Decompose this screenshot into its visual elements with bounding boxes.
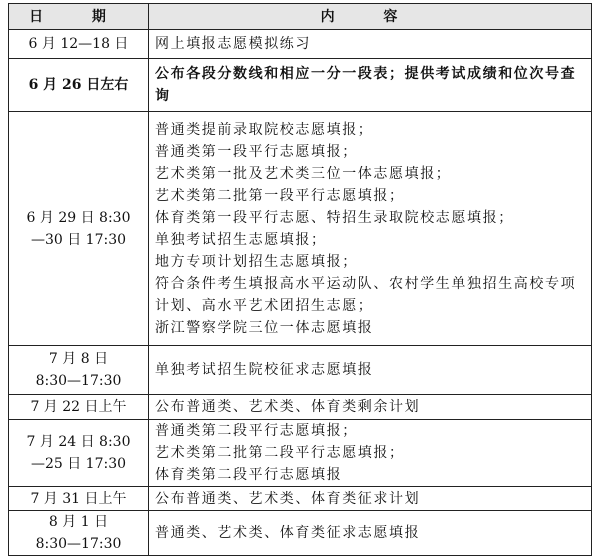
row-date: 7 月 24 日 8:30 —25 日 17:30 [9, 420, 149, 487]
content-line: 网上填报志愿模拟练习 [155, 36, 311, 52]
row-date: 7 月 22 日上午 [9, 395, 149, 420]
row-date: 8 月 1 日 8:30—17:30 [9, 511, 149, 556]
row-content [149, 112, 592, 346]
content-line: 体育类第二段平行志愿填报 [155, 467, 343, 483]
header-row [9, 4, 592, 30]
content-line: 单独考试招生志愿填报； [155, 231, 327, 248]
content-line: 艺术类第二批第一段平行志愿填报； [155, 187, 405, 204]
content-line: 艺术类第二批第二段平行志愿填报； [155, 445, 405, 461]
content-line: 公布普通类、艺术类、体育类剩余计划 [155, 399, 421, 415]
content-line: 浙江警察学院三位一体志愿填报 [155, 319, 374, 336]
row-content [149, 346, 592, 395]
row-content [149, 511, 592, 556]
table-row [9, 511, 592, 556]
content-line: 艺术类第一批及艺术类三位一体志愿填报； [155, 165, 452, 182]
row-content [149, 30, 592, 59]
row-date: 6 月 29 日 8:30 —30 日 17:30 [9, 112, 149, 346]
table-row [9, 30, 592, 59]
row-content [149, 420, 592, 487]
table-row [9, 59, 592, 112]
schedule-table [8, 3, 592, 556]
content-line: 地方专项计划招生志愿填报； [155, 253, 358, 270]
content-line: 公布各段分数线和相应一分一段表；提供考试成绩和位次号查询 [155, 66, 577, 104]
content-line: 单独考试招生院校征求志愿填报 [155, 362, 374, 378]
row-content [149, 487, 592, 511]
content-line: 普通类、艺术类、体育类征求志愿填报 [155, 525, 421, 541]
table-row [9, 420, 592, 487]
content-line: 普通类第二段平行志愿填报； [155, 423, 358, 439]
row-content [149, 59, 592, 112]
table-row [9, 395, 592, 420]
header-content: 内 容 [149, 4, 592, 30]
row-date: 6 月 12—18 日 [9, 30, 149, 59]
content-line: 公布普通类、艺术类、体育类征求计划 [155, 490, 421, 507]
row-date: 6 月 26 日左右 [9, 59, 149, 112]
content-line: 体育类第一段平行志愿、特招生录取院校志愿填报； [155, 209, 514, 226]
header-date: 日 期 [9, 4, 149, 30]
table-row [9, 346, 592, 395]
row-date: 7 月 8 日 8:30—17:30 [9, 346, 149, 395]
row-date: 7 月 31 日上午 [9, 487, 149, 511]
content-line: 普通类提前录取院校志愿填报； [155, 121, 374, 138]
table-row [9, 487, 592, 511]
content-line: 符合条件考生填报高水平运动队、农村学生单独招生高校专项计划、高水平艺术团招生志愿； [155, 275, 577, 314]
content-line: 普通类第一段平行志愿填报； [155, 143, 358, 160]
row-content [149, 395, 592, 420]
table-row [9, 112, 592, 346]
